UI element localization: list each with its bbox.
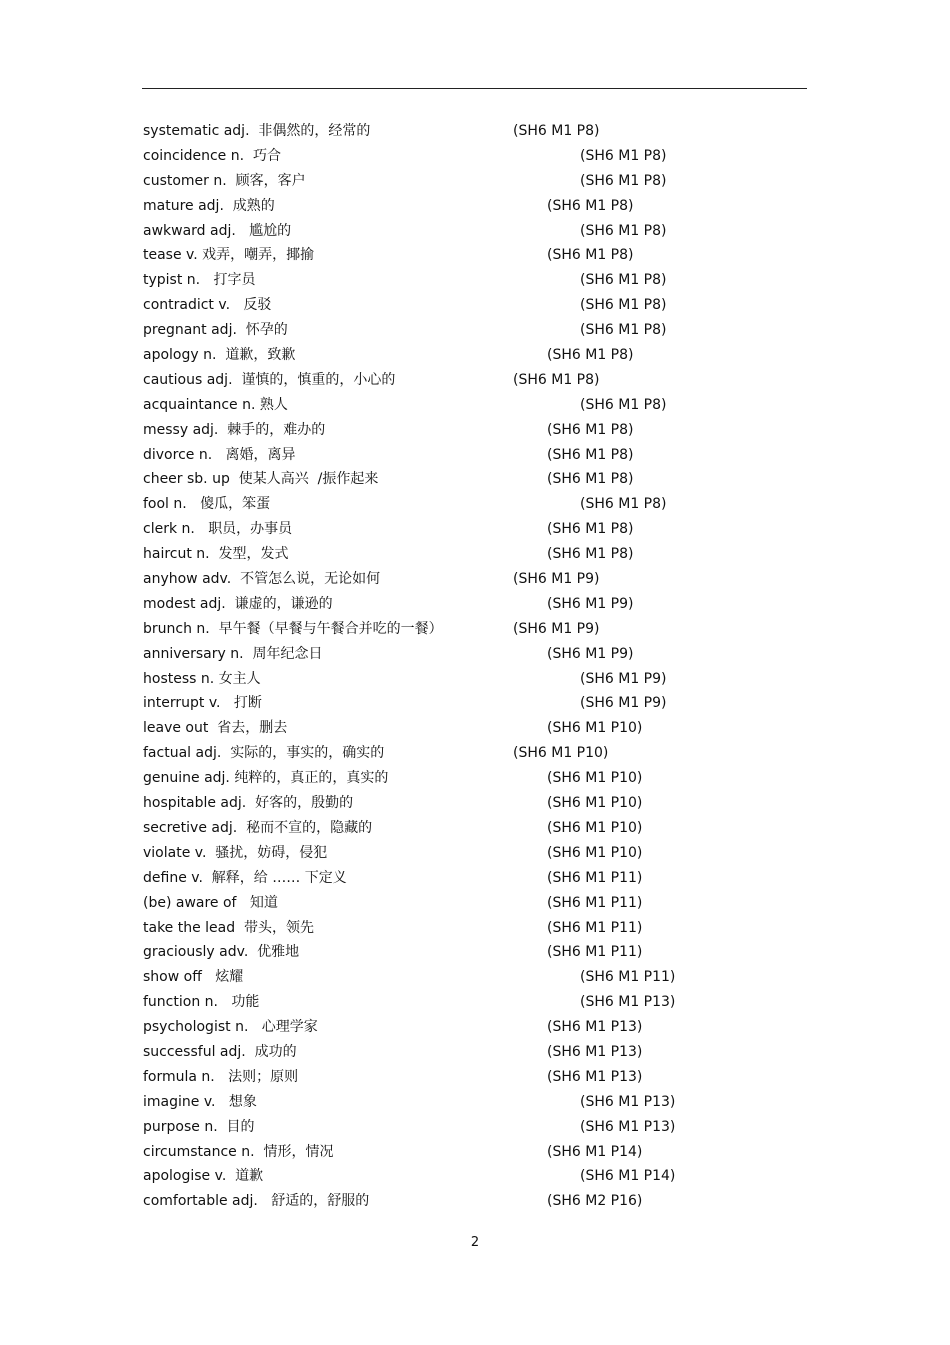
vocab-entry (0, 642, 950, 667)
vocab-entry (0, 567, 950, 592)
vocab-entry (0, 1164, 950, 1189)
vocab-term: fool n. 傻瓜，笨蛋 (143, 496, 271, 513)
vocab-entry (0, 194, 950, 219)
vocabulary-list (0, 119, 950, 1214)
vocab-term: factual adj. 实际的，事实的，确实的 (143, 745, 385, 762)
vocab-term: successful adj. 成功的 (143, 1043, 297, 1060)
vocab-reference: (SH6 M1 P11) (547, 944, 643, 961)
vocab-term: tease v. 戏弄，嘲弄，揶揄 (143, 247, 315, 264)
vocab-reference: (SH6 M1 P10) (547, 720, 643, 737)
vocab-reference: (SH6 M1 P8) (580, 147, 667, 164)
vocab-reference: (SH6 M1 P9) (580, 670, 667, 687)
vocab-reference: (SH6 M1 P10) (547, 844, 643, 861)
vocab-reference: (SH6 M1 P8) (547, 247, 634, 264)
vocab-term: anniversary n. 周年纪念日 (143, 645, 323, 662)
vocab-term: cheer sb. up 使某人高兴 /振作起来 (143, 471, 379, 488)
vocab-reference: (SH6 M1 P9) (547, 595, 634, 612)
vocab-term: brunch n. 早午餐（早餐与午餐合并吃的一餐） (143, 620, 443, 637)
vocab-reference: (SH6 M1 P8) (547, 421, 634, 438)
vocab-reference: (SH6 M1 P9) (547, 645, 634, 662)
vocab-entry (0, 318, 950, 343)
vocab-reference: (SH6 M1 P8) (580, 496, 667, 513)
vocab-reference: (SH6 M1 P9) (513, 571, 600, 588)
vocab-term: formula n. 法则；原则 (143, 1068, 299, 1085)
vocab-entry (0, 916, 950, 941)
vocab-entry (0, 418, 950, 443)
vocab-entry (0, 940, 950, 965)
vocab-term: graciously adv. 优雅地 (143, 944, 300, 961)
vocab-entry (0, 1040, 950, 1065)
vocab-reference: (SH6 M1 P13) (580, 1093, 676, 1110)
vocab-entry (0, 716, 950, 741)
vocab-entry (0, 243, 950, 268)
vocab-reference: (SH6 M1 P8) (580, 322, 667, 339)
vocab-entry (0, 1115, 950, 1140)
vocab-term: customer n. 顾客，客户 (143, 172, 306, 189)
vocab-entry (0, 841, 950, 866)
vocab-reference: (SH6 M1 P14) (547, 1143, 643, 1160)
vocab-term: clerk n. 职员，办事员 (143, 521, 293, 538)
vocab-term: imagine v. 想象 (143, 1093, 257, 1110)
vocab-entry (0, 169, 950, 194)
vocab-term: systematic adj. 非偶然的，经常的 (143, 123, 371, 139)
vocab-term: take the lead 带头，领先 (143, 919, 315, 936)
vocab-entry (0, 393, 950, 418)
vocab-term: coincidence n. 巧合 (143, 147, 281, 164)
vocab-reference: (SH6 M1 P8) (547, 471, 634, 488)
vocab-term: purpose n. 目的 (143, 1118, 255, 1135)
vocab-term: leave out 省去，删去 (143, 720, 288, 737)
vocab-term: hostess n. 女主人 (143, 670, 261, 687)
vocab-term: genuine adj. 纯粹的，真正的，真实的 (143, 770, 389, 787)
vocab-term: awkward adj. 尴尬的 (143, 222, 292, 239)
vocab-entry (0, 667, 950, 692)
vocab-entry (0, 965, 950, 990)
vocab-reference: (SH6 M1 P10) (547, 770, 643, 787)
vocab-entry (0, 517, 950, 542)
vocab-reference: (SH6 M1 P13) (547, 1019, 643, 1036)
vocab-entry (0, 1189, 950, 1214)
vocab-reference: (SH6 M1 P13) (580, 994, 676, 1011)
vocab-reference: (SH6 M1 P8) (547, 197, 634, 214)
vocab-entry (0, 1140, 950, 1165)
vocab-entry (0, 443, 950, 468)
vocab-entry (0, 617, 950, 642)
vocab-reference: (SH6 M1 P8) (580, 297, 667, 314)
vocab-term: show off 炫耀 (143, 969, 244, 986)
vocab-reference: (SH6 M1 P8) (547, 521, 634, 538)
vocab-entry (0, 592, 950, 617)
vocab-term: interrupt v. 打断 (143, 695, 262, 712)
vocab-reference: (SH6 M1 P10) (547, 795, 643, 812)
page-number: 2 (470, 1235, 480, 1250)
vocab-entry (0, 268, 950, 293)
vocab-term: haircut n. 发型，发式 (143, 546, 289, 563)
vocab-reference: (SH6 M1 P13) (547, 1068, 643, 1085)
vocab-entry (0, 1015, 950, 1040)
vocab-term: circumstance n. 情形，情况 (143, 1143, 334, 1160)
vocab-term: divorce n. 离婚，离异 (143, 446, 296, 463)
vocab-reference: (SH6 M1 P8) (513, 123, 600, 139)
vocab-reference: (SH6 M2 P16) (547, 1193, 643, 1210)
vocab-term: (be) aware of 知道 (143, 894, 278, 911)
vocab-reference: (SH6 M1 P11) (547, 919, 643, 936)
vocab-entry (0, 343, 950, 368)
header-rule (142, 88, 807, 89)
vocab-term: contradict v. 反驳 (143, 297, 272, 314)
vocab-term: pregnant adj. 怀孕的 (143, 322, 288, 339)
vocab-reference: (SH6 M1 P8) (580, 222, 667, 239)
vocab-reference: (SH6 M1 P11) (547, 894, 643, 911)
vocab-term: define v. 解释，给 …… 下定义 (143, 869, 347, 886)
vocab-reference: (SH6 M1 P14) (580, 1168, 676, 1185)
vocab-reference: (SH6 M1 P9) (580, 695, 667, 712)
vocab-entry (0, 990, 950, 1015)
vocab-entry (0, 119, 950, 144)
vocab-reference: (SH6 M1 P10) (547, 819, 643, 836)
vocab-term: secretive adj. 秘而不宣的，隐藏的 (143, 819, 373, 836)
vocab-entry (0, 1090, 950, 1115)
vocab-entry (0, 144, 950, 169)
vocab-term: modest adj. 谦虚的，谦逊的 (143, 595, 333, 612)
vocab-term: comfortable adj. 舒适的，舒服的 (143, 1193, 370, 1210)
vocab-term: apology n. 道歉，致歉 (143, 347, 296, 364)
vocab-term: function n. 功能 (143, 994, 260, 1011)
vocab-term: mature adj. 成熟的 (143, 197, 275, 214)
vocab-entry (0, 467, 950, 492)
vocab-reference: (SH6 M1 P8) (580, 172, 667, 189)
vocab-term: messy adj. 棘手的，难办的 (143, 421, 326, 438)
vocab-entry (0, 492, 950, 517)
vocab-reference: (SH6 M1 P13) (547, 1043, 643, 1060)
vocab-entry (0, 368, 950, 393)
vocab-entry (0, 866, 950, 891)
vocab-term: apologise v. 道歉 (143, 1168, 264, 1185)
vocab-reference: (SH6 M1 P8) (547, 446, 634, 463)
vocab-entry (0, 1065, 950, 1090)
vocab-entry (0, 293, 950, 318)
vocab-term: cautious adj. 谨慎的，慎重的，小心的 (143, 371, 396, 388)
vocab-entry (0, 816, 950, 841)
vocab-reference: (SH6 M1 P11) (580, 969, 676, 986)
vocab-entry (0, 691, 950, 716)
vocab-reference: (SH6 M1 P11) (547, 869, 643, 886)
vocab-entry (0, 891, 950, 916)
vocab-term: acquaintance n. 熟人 (143, 396, 288, 413)
vocab-reference: (SH6 M1 P9) (513, 620, 600, 637)
vocab-reference: (SH6 M1 P8) (580, 272, 667, 289)
vocab-entry (0, 219, 950, 244)
vocab-reference: (SH6 M1 P13) (580, 1118, 676, 1135)
vocab-reference: (SH6 M1 P8) (547, 347, 634, 364)
vocab-reference: (SH6 M1 P8) (513, 371, 600, 388)
vocab-term: psychologist n. 心理学家 (143, 1019, 318, 1036)
vocab-entry (0, 791, 950, 816)
vocab-term: hospitable adj. 好客的，殷勤的 (143, 795, 354, 812)
vocab-reference: (SH6 M1 P8) (547, 546, 634, 563)
vocab-entry (0, 542, 950, 567)
vocab-reference: (SH6 M1 P10) (513, 745, 609, 762)
vocab-term: anyhow adv. 不管怎么说，无论如何 (143, 571, 381, 588)
vocab-entry (0, 766, 950, 791)
vocab-term: violate v. 骚扰，妨碍，侵犯 (143, 844, 328, 861)
vocab-reference: (SH6 M1 P8) (580, 396, 667, 413)
vocab-entry (0, 741, 950, 766)
vocab-term: typist n. 打字员 (143, 272, 256, 289)
